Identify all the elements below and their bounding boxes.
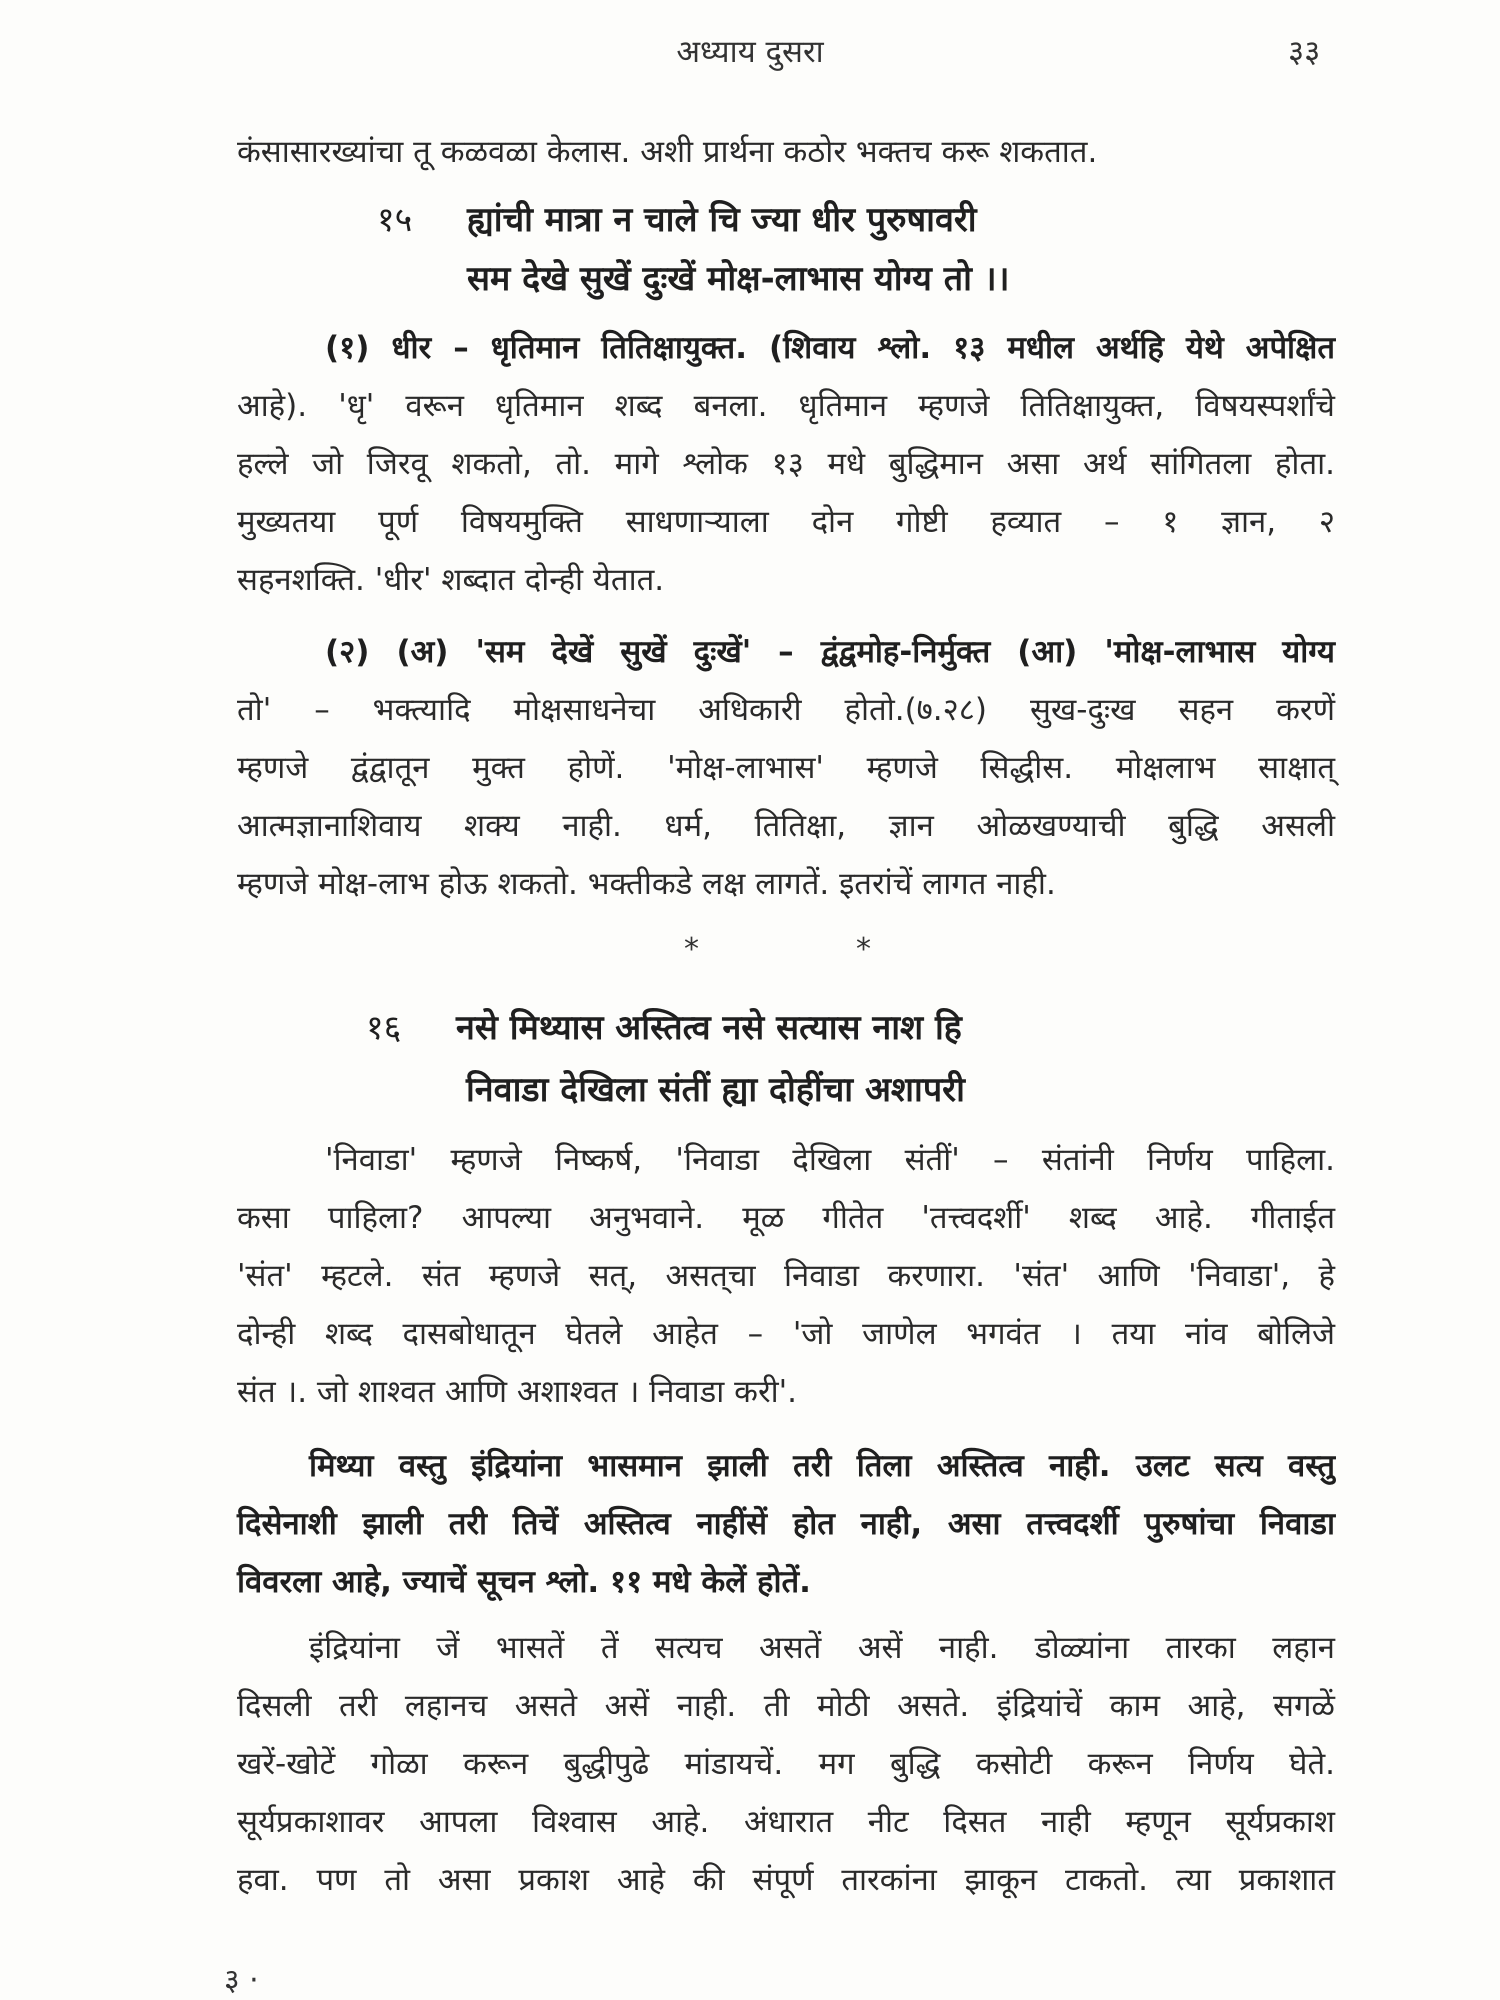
text-line: 'संत' म्हटले. संत म्हणजे सत्, असत्‌चा निवाडा करणारा. 'संत' आणि 'निवाडा', हे — [237, 1258, 1335, 1294]
text-line: इंद्रियांना जें भासतें तें सत्यच असतें असें नाही. डोळ्यांना तारका लहान — [309, 1630, 1335, 1666]
text-line: कसा पाहिला? आपल्या अनुभवाने. मूळ गीतेत 'तत्त्वदर्शी' शब्द आहे. गीताईत — [237, 1200, 1335, 1236]
text-line: दोन्ही शब्द दासबोधातून घेतले आहेत – 'जो जाणेल भगवंत । तया नांव बोलिजे — [237, 1316, 1335, 1352]
verse-line: सम देखे सुखें दुःखें मोक्ष-लाभास योग्य तो ।। — [467, 259, 1010, 299]
text-line: सूर्यप्रकाशावर आपला विश्वास आहे. अंधारात नीट दिसत नाही म्हणून सूर्यप्रकाश — [237, 1804, 1335, 1840]
verse-line: निवाडा देखिला संतीं ह्या दोहींचा अशापरी — [466, 1070, 965, 1110]
text-line: 'निवाडा' म्हणजे निष्कर्ष, 'निवाडा देखिला संतीं' – संतांनी निर्णय पाहिला. — [325, 1142, 1335, 1178]
verse-line — [366, 1006, 962, 1050]
text-line: संत ।. जो शाश्वत आणि अशाश्वत । निवाडा करी'. — [237, 1374, 798, 1410]
text-line: म्हणजे मोक्ष-लाभ होऊ शकतो. भक्तीकडे लक्ष लागतें. इतरांचें लागत नाही. — [237, 866, 1056, 902]
text-line: हल्ले जो जिरवू शकतो, तो. मागे श्लोक १३ मधे बुद्धिमान असा अर्थ सांगितला होता. — [237, 446, 1335, 482]
text-line: खरें-खोटें गोळा करून बुद्धीपुढे मांडायचें. मग बुद्धि कसोटी करून निर्णय घेते. — [237, 1746, 1335, 1782]
text-line: मुख्यतया पूर्ण विषयमुक्ति साधणाऱ्याला दोन गोष्टी हव्यात – १ ज्ञान, २ — [237, 504, 1335, 540]
verse-line — [377, 198, 977, 242]
text-line: मिथ्या वस्तु इंद्रियांना भासमान झाली तरी तिला अस्तित्व नाही. उलट सत्य वस्तु — [309, 1448, 1335, 1484]
text-line: तो' – भक्त्यादि मोक्षसाधनेचा अधिकारी होतो.(७.२८) सुख-दुःख सहन करणें — [237, 692, 1335, 728]
text-line: म्हणजे द्वंद्वातून मुक्त होणें. 'मोक्ष-लाभास' म्हणजे सिद्धीस. मोक्षलाभ साक्षात् — [237, 750, 1335, 786]
verse-number: १५ — [377, 200, 413, 240]
text-line: विवरला आहे, ज्याचें सूचन श्लो. ११ मधे केलें होतें. — [237, 1564, 811, 1600]
chapter-title: अध्याय दुसरा — [676, 34, 824, 70]
separator-star: * — [856, 932, 871, 967]
text-line: दिसली तरी लहानच असते असें नाही. ती मोठी असते. इंद्रियांचें काम आहे, सगळें — [237, 1688, 1335, 1724]
text-line: सहनशक्ति. 'धीर' शब्दात दोन्ही येतात. — [237, 562, 665, 598]
text-line: (२) (अ) 'सम देखें सुखें दुःखें' – द्वंद्वमोह-निर्मुक्त (आ) 'मोक्ष-लाभास योग्य — [325, 634, 1335, 670]
separator-star: * — [684, 932, 699, 967]
text-line: कंसासारख्यांचा तू कळवळा केलास. अशी प्रार्थना कठोर भक्तच करू शकतात. — [237, 134, 1098, 170]
page-number: ३३ — [1288, 34, 1321, 70]
text-line: (१) धीर – धृतिमान तितिक्षायुक्त. (शिवाय श्लो. १३ मधील अर्थहि येथे अपेक्षित — [325, 330, 1335, 366]
text-line: दिसेनाशी झाली तरी तिचें अस्तित्व नाहींसें होत नाही, असा तत्त्वदर्शी पुरुषांचा निवाडा — [237, 1506, 1335, 1542]
text-line: हवा. पण तो असा प्रकाश आहे की संपूर्ण तारकांना झाकून टाकतो. त्या प्रकाशात — [237, 1862, 1335, 1898]
verse-text: ह्यांची मात्रा न चाले चि ज्या धीर पुरुषावरी — [467, 200, 977, 240]
text-line: आहे). 'धृ' वरून धृतिमान शब्द बनला. धृतिमान म्हणजे तितिक्षायुक्त, विषयस्पर्शांचे — [237, 388, 1335, 424]
verse-text: नसे मिथ्यास अस्तित्व नसे सत्यास नाश हि — [456, 1008, 962, 1048]
signature-marker: ३ · — [224, 1963, 259, 1998]
verse-number: १६ — [366, 1008, 402, 1048]
text-line: आत्मज्ञानाशिवाय शक्य नाही. धर्म, तितिक्षा, ज्ञान ओळखण्याची बुद्धि असली — [237, 808, 1335, 844]
